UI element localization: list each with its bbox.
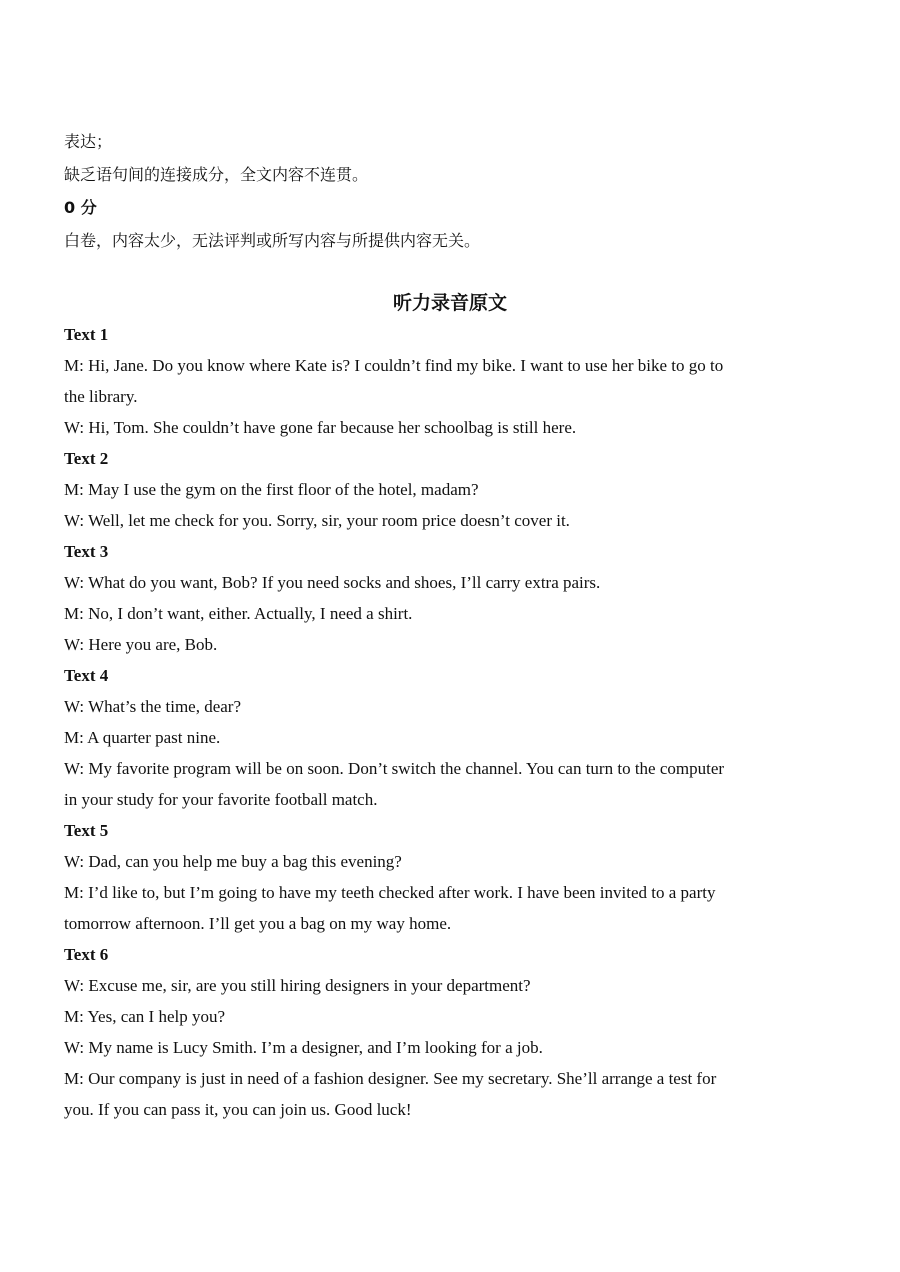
rubric-zero-score-desc: 白卷，内容太少，无法评判或所写内容与所提供内容无关。 [64, 231, 481, 250]
transcript-title: 听力录音原文 [392, 292, 507, 314]
text-1-line-1: M: Hi, Jane. Do you know where Kate is? I couldn’t find my bike. I want to use her bike to go to [64, 356, 724, 375]
rubric-zero-score-heading: 0 分 [64, 198, 97, 217]
text-2-line-2: W: Well, let me check for you. Sorry, sir, your room price doesn’t cover it. [64, 511, 570, 530]
text-4-line-3: W: My favorite program will be on soon. Don’t switch the channel. You can turn to the computer [64, 759, 725, 778]
text-6-line-1: W: Excuse me, sir, are you still hiring designers in your department? [64, 976, 531, 995]
rubric-line-expression: 表达； [64, 132, 113, 151]
text-5-line-3: tomorrow afternoon. I’ll get you a bag on my way home. [64, 914, 452, 933]
text-1-line-2: the library. [64, 387, 138, 406]
text-6-heading: Text 6 [64, 945, 109, 964]
text-3-heading: Text 3 [64, 542, 109, 561]
text-2-line-1: M: May I use the gym on the first floor of the hotel, madam? [64, 480, 479, 499]
text-6-line-5: you. If you can pass it, you can join us. Good luck! [64, 1100, 412, 1119]
text-6-line-3: W: My name is Lucy Smith. I’m a designer, and I’m looking for a job. [64, 1038, 543, 1057]
text-1-line-3: W: Hi, Tom. She couldn’t have gone far because her schoolbag is still here. [64, 418, 577, 437]
text-2-heading: Text 2 [64, 449, 109, 468]
text-3-line-3: W: Here you are, Bob. [64, 635, 218, 654]
text-4-line-1: W: What’s the time, dear? [64, 697, 242, 716]
text-6-line-2: M: Yes, can I help you? [64, 1007, 226, 1026]
text-4-line-4: in your study for your favorite football match. [64, 790, 378, 809]
rubric-line-coherence: 缺乏语句间的连接成分，全文内容不连贯。 [64, 165, 369, 184]
text-4-heading: Text 4 [64, 666, 109, 685]
text-1-heading: Text 1 [64, 325, 109, 344]
text-4-line-2: M: A quarter past nine. [64, 728, 221, 747]
text-3-line-2: M: No, I don’t want, either. Actually, I need a shirt. [64, 604, 413, 623]
text-3-line-1: W: What do you want, Bob? If you need socks and shoes, I’ll carry extra pairs. [64, 573, 601, 592]
text-5-heading: Text 5 [64, 821, 109, 840]
text-5-line-2: M: I’d like to, but I’m going to have my teeth checked after work. I have been invited to a party [64, 883, 716, 902]
text-5-line-1: W: Dad, can you help me buy a bag this evening? [64, 852, 402, 871]
text-6-line-4: M: Our company is just in need of a fashion designer. See my secretary. She’ll arrange a test for [64, 1069, 717, 1088]
